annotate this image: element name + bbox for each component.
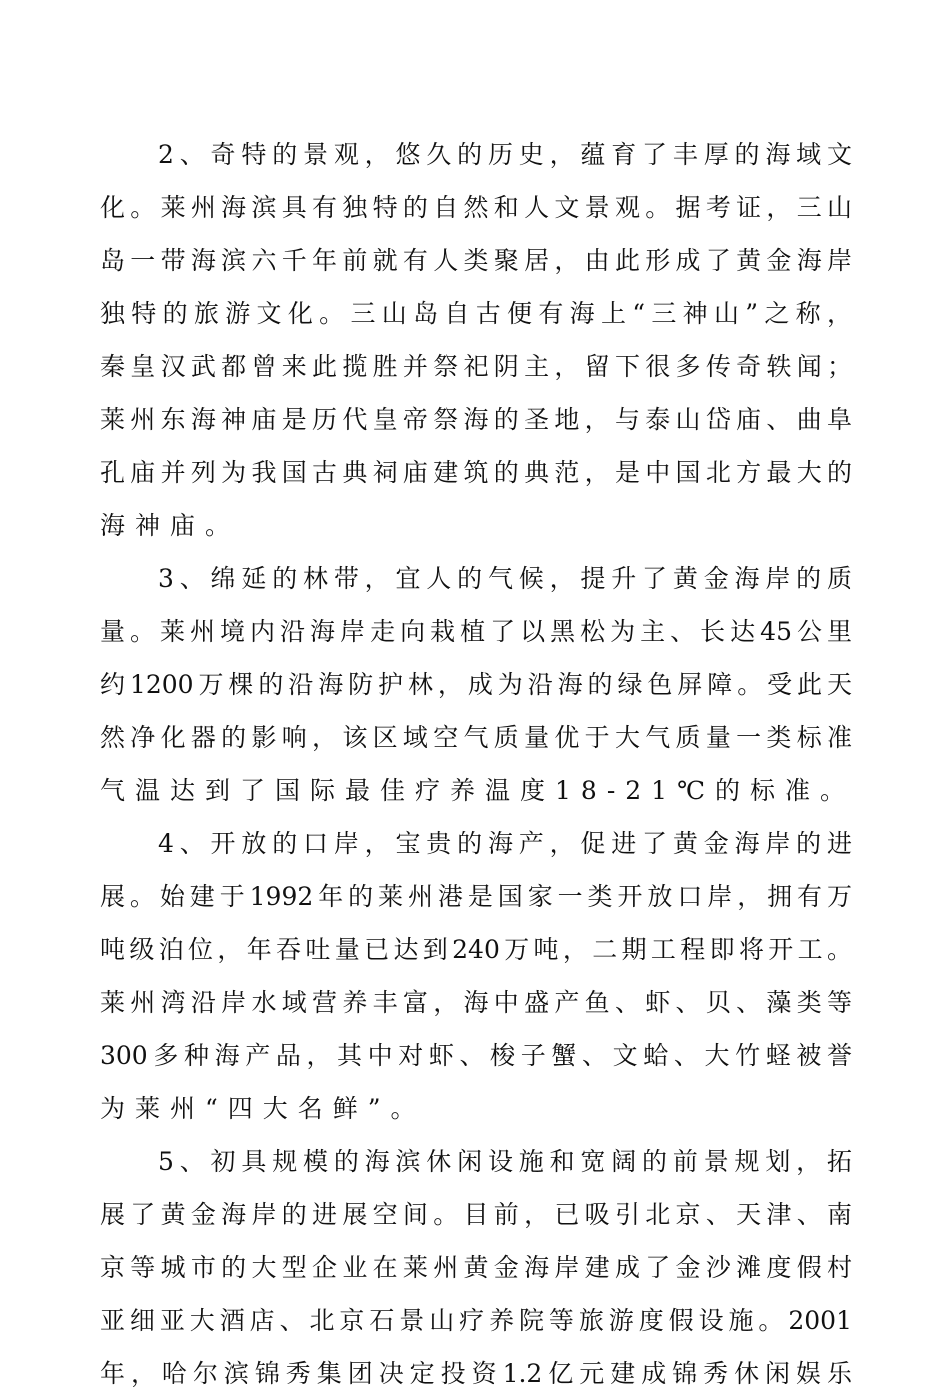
- paragraph-2-line-1: 2、奇特的景观，悠久的历史，蕴育了丰厚的海域文: [158, 140, 852, 169]
- paragraph-4-line-5: 300多种海产品，其中对虾、梭子蟹、文蛤、大竹蛏被誉: [100, 1041, 852, 1070]
- paragraph-2-line-3: 岛一带海滨六千年前就有人类聚居，由此形成了黄金海岸: [100, 246, 852, 275]
- paragraph-5-line-3: 京等城市的大型企业在莱州黄金海岸建成了金沙滩度假村: [100, 1253, 852, 1282]
- body-text: [100, 128, 856, 1400]
- paragraph-2-line-7: 孔庙并列为我国古典祠庙建筑的典范，是中国北方最大的: [100, 458, 852, 487]
- paragraph-2-line-8: 海神庙。: [100, 511, 241, 540]
- paragraph-3-line-3: 约1200万棵的沿海防护林，成为沿海的绿色屏障。受此天: [100, 670, 852, 699]
- paragraph-5-line-5: 年，哈尔滨锦秀集团决定投资1.2亿元建成锦秀休闲娱乐: [100, 1359, 852, 1388]
- paragraph-4-line-4: 莱州湾沿岸水域营养丰富，海中盛产鱼、虾、贝、藻类等: [100, 988, 852, 1017]
- paragraph-5-line-1: 5、初具规模的海滨休闲设施和宽阔的前景规划，拓: [158, 1147, 852, 1176]
- paragraph-2-line-5: 秦皇汉武都曾来此揽胜并祭祀阴主，留下很多传奇轶闻；: [100, 352, 852, 381]
- paragraph-5-line-4: 亚细亚大酒店、北京石景山疗养院等旅游度假设施。2001: [100, 1306, 852, 1335]
- paragraph-4-line-6: 为莱州“四大名鲜”。: [100, 1094, 426, 1123]
- paragraph-3-line-1: 3、绵延的林带，宜人的气候，提升了黄金海岸的质: [158, 564, 852, 593]
- paragraph-2-line-2: 化。莱州海滨具有独特的自然和人文景观。据考证，三山: [100, 193, 852, 222]
- paragraph-4-line-3: 吨级泊位，年吞吐量已达到240万吨，二期工程即将开工。: [100, 935, 852, 964]
- paragraph-5-line-2: 展了黄金海岸的进展空间。目前，已吸引北京、天津、南: [100, 1200, 852, 1229]
- paragraph-2-line-4: 独特的旅游文化。三山岛自古便有海上“三神山”之称，: [100, 299, 852, 328]
- paragraph-2-line-6: 莱州东海神庙是历代皇帝祭海的圣地，与泰山岱庙、曲阜: [100, 405, 852, 434]
- paragraph-3-line-5: 气温达到了国际最佳疗养温度18-21℃的标准。: [100, 776, 856, 805]
- paragraph-3-line-2: 量。莱州境内沿海岸走向栽植了以黑松为主、长达45公里: [100, 617, 852, 646]
- paragraph-3-line-4: 然净化器的影响，该区域空气质量优于大气质量一类标准: [100, 723, 852, 752]
- paragraph-4-line-2: 展。始建于1992年的莱州港是国家一类开放口岸，拥有万: [100, 882, 852, 911]
- paragraph-4-line-1: 4、开放的口岸，宝贵的海产，促进了黄金海岸的进: [158, 829, 852, 858]
